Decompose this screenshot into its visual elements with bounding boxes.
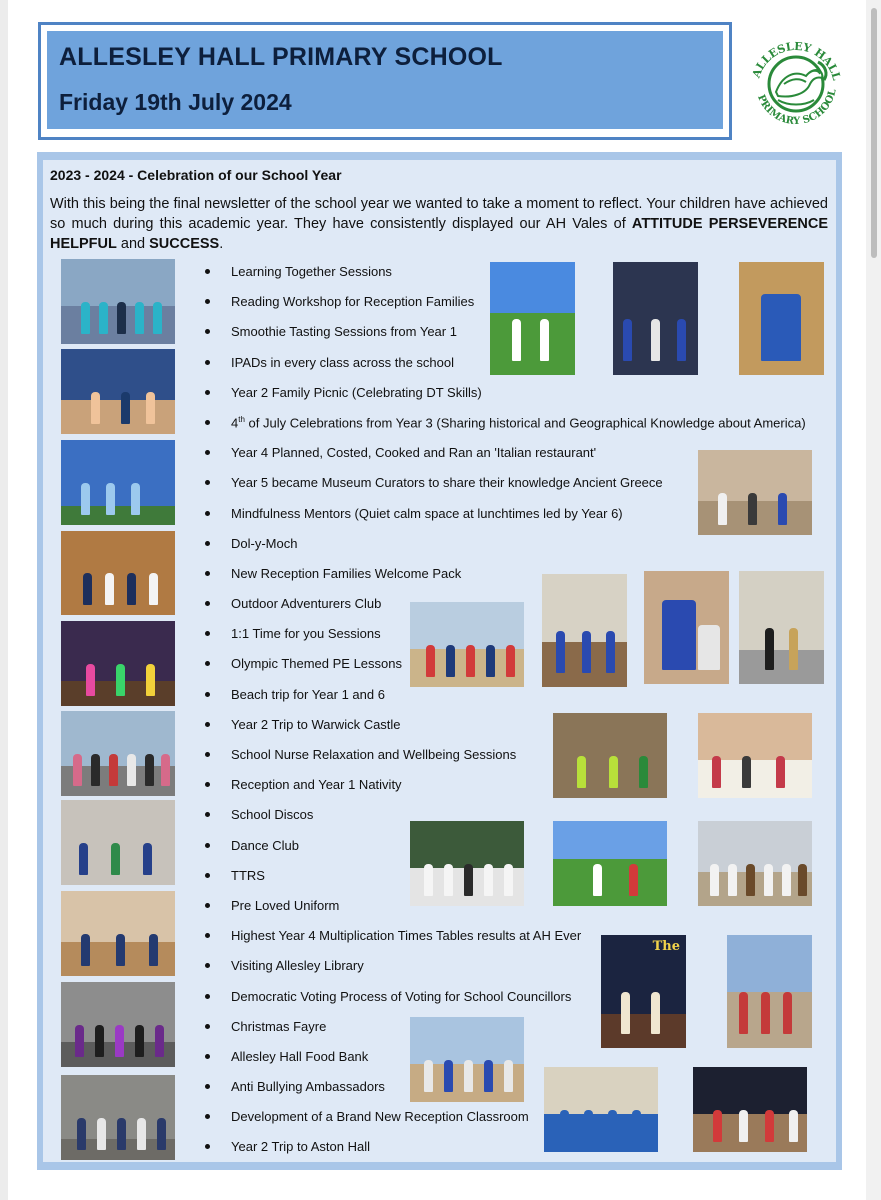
achievement-text: School Nurse Relaxation and Wellbeing Sessions — [231, 747, 517, 762]
achievement-text: 4th of July Celebrations from Year 3 (Sharing historical and Geographical Knowledge about America) — [231, 414, 806, 431]
bullet-icon — [205, 541, 210, 546]
achievement-text: Year 5 became Museum Curators to share their knowledge Ancient Greece — [231, 475, 663, 491]
intro-paragraph — [50, 194, 828, 254]
bullet-icon — [205, 420, 210, 425]
achievement-text: Year 2 Trip to Aston Hall — [231, 1139, 370, 1155]
smiling-child-photo — [739, 262, 824, 375]
achievement-text: TTRS — [231, 867, 265, 883]
scrollbar-thumb[interactable] — [871, 8, 877, 258]
achievement-text: Democratic Voting Process of Voting for School Councillors — [231, 988, 572, 1004]
museum-photo — [698, 450, 812, 535]
header-banner — [38, 22, 732, 140]
restaurant-photo — [61, 891, 175, 976]
achievement-text: Highest Year 4 Multiplication Times Tables results at AH Ever — [231, 928, 582, 944]
values-text: ATTITUDE PERSEVERENCE HELPFUL — [50, 216, 828, 252]
achievement-text: Dol-y-Moch — [231, 535, 298, 551]
school-name: ALLESLEY HALL PRIMARY SCHOOL — [59, 43, 503, 71]
success-text: SUCCESS — [149, 236, 220, 252]
and-text: and — [116, 236, 150, 252]
achievement-text: Christmas Fayre — [231, 1018, 327, 1034]
cooking-photo — [61, 800, 175, 885]
achievement-text: Allesley Hall Food Bank — [231, 1048, 369, 1064]
achievement-text: Learning Together Sessions — [231, 264, 392, 279]
intro-text: With this being the final newsletter of the school year we wanted to take a moment to reflect. Your children have achieved so much during this academic year. They have consistently displayed our AH Vales of — [50, 196, 828, 232]
achievement-text: 1:1 Time for you Sessions — [231, 626, 381, 642]
bullet-icon — [205, 360, 210, 365]
sports-hall-photo — [61, 259, 175, 344]
sports-field-photo — [553, 821, 667, 906]
costume-day-photo — [61, 982, 175, 1067]
bullet-icon — [205, 390, 210, 395]
library-visit-photo — [739, 571, 824, 684]
beach-group-photo — [727, 935, 812, 1048]
achievement-text: Year 2 Trip to Warwick Castle — [231, 716, 401, 732]
group-outdoor-photo — [61, 711, 175, 796]
disco-photo — [61, 621, 175, 706]
achievement-text: Pre Loved Uniform — [231, 897, 340, 913]
welcome-pack-photo — [644, 571, 729, 684]
certificates-photo — [61, 531, 175, 615]
achievement-text: New Reception Families Welcome Pack — [231, 565, 462, 581]
bullet-icon — [205, 752, 210, 757]
achievement-text: Year 4 Planned, Costed, Cooked and Ran an 'Italian restaurant' — [231, 445, 597, 461]
achievement-text: Year 2 Family Picnic (Celebrating DT Skills) — [231, 384, 482, 400]
circle-time-photo — [613, 262, 698, 375]
bullet-icon — [205, 511, 210, 516]
scrollbar[interactable] — [866, 0, 881, 1200]
achievement-text: Mindfulness Mentors (Quiet calm space at lunchtimes led by Year 6) — [231, 505, 623, 521]
reception-classroom-photo — [693, 1067, 807, 1152]
beach-trip-photo — [410, 602, 524, 687]
castle-trip-photo — [410, 1017, 524, 1102]
book-week-photo — [601, 935, 686, 1048]
nativity-photo — [698, 821, 812, 906]
picnic-photo — [698, 713, 812, 798]
achievement-text: Smoothie Tasting Sessions from Year 1 — [231, 324, 457, 340]
achievement-text: Dance Club — [231, 837, 299, 853]
dance-club-photo — [410, 821, 524, 906]
assembly-hall-photo — [544, 1067, 658, 1152]
bullet-icon — [205, 1054, 210, 1059]
aston-hall-photo — [61, 1075, 175, 1160]
header-banner-fill — [45, 29, 725, 131]
photo-sign-text: The — [652, 939, 680, 954]
achievement-text: Development of a Brand New Reception Classroom — [231, 1109, 529, 1125]
bullet-icon — [205, 903, 210, 908]
achievement-text: Anti Bullying Ambassadors — [231, 1079, 385, 1095]
school-logo — [748, 26, 844, 136]
bullet-icon — [205, 843, 210, 848]
achievement-text: IPADs in every class across the school — [231, 354, 455, 370]
classroom-display-photo — [61, 349, 175, 434]
playing-field-photo — [490, 262, 575, 375]
intro-end-text: . — [219, 236, 224, 252]
achievement-text: Olympic Themed PE Lessons — [231, 656, 402, 672]
bullet-icon — [205, 269, 210, 274]
ipad-class-photo — [542, 574, 627, 687]
bullet-icon — [205, 692, 210, 697]
bullet-icon — [205, 571, 210, 576]
bullet-icon — [205, 994, 210, 999]
stadium-photo — [61, 440, 175, 525]
bullet-icon — [205, 873, 210, 878]
achievement-text: Outdoor Adventurers Club — [231, 596, 382, 612]
achievement-text: Reading Workshop for Reception Families — [231, 294, 475, 310]
logo-top-text: ALLESLEY HALL — [749, 39, 844, 82]
bullet-icon — [205, 1024, 210, 1029]
achievement-text: Visiting Allesley Library — [231, 958, 364, 974]
outdoor-adventurers-photo — [553, 713, 667, 798]
achievement-text: Reception and Year 1 Nativity — [231, 777, 402, 793]
section-title: 2023 - 2024 - Celebration of our School Year — [50, 167, 342, 183]
achievement-text: School Discos — [231, 807, 314, 823]
bullet-icon — [205, 722, 210, 727]
achievement-text: Beach trip for Year 1 and 6 — [231, 686, 385, 702]
newsletter-date: Friday 19th July 2024 — [59, 89, 292, 115]
logo-bottom-text: PRIMARY SCHOOL — [755, 87, 839, 128]
